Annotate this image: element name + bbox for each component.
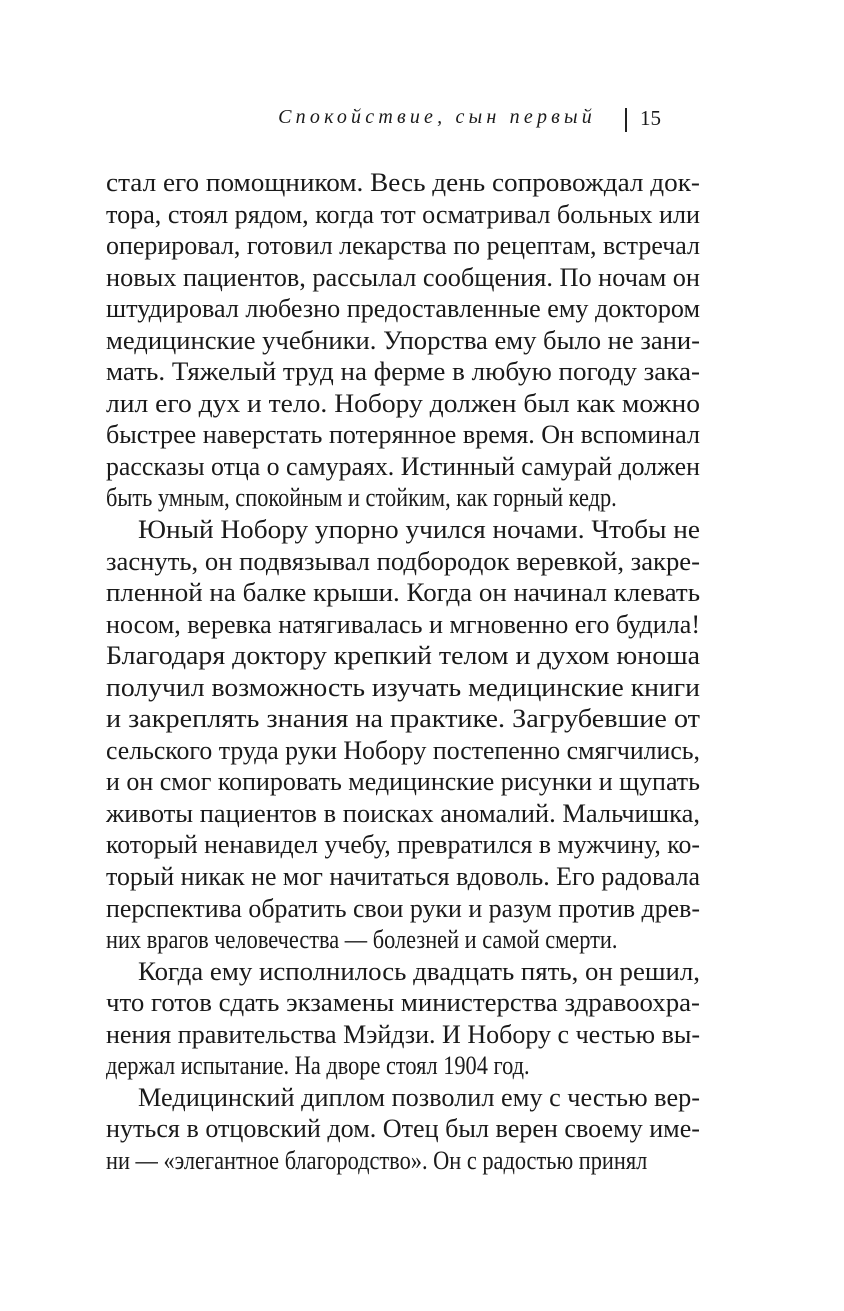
paragraph <box>106 1082 700 1177</box>
text-line-content: Медицинский диплом позволил ему с честью вер- <box>138 1082 700 1112</box>
text-line <box>106 325 700 357</box>
text-line <box>106 451 700 483</box>
text-line <box>106 356 700 388</box>
text-line <box>106 1082 700 1114</box>
text-line-content: Когда ему исполнилось двадцать пять, он решил, <box>138 956 700 986</box>
text-line <box>106 1050 700 1082</box>
text-line-content: заснуть, он подвязывал подбородок веревкой, закре- <box>106 546 700 576</box>
body-text <box>106 167 700 1177</box>
text-line-content: рассказы отца о самураях. Истинный самурай должен <box>106 451 700 481</box>
text-line <box>106 987 700 1019</box>
text-line <box>106 1113 700 1145</box>
text-line <box>106 956 700 988</box>
text-line-content: медицинские учебники. Упорства ему было не зани- <box>106 325 701 355</box>
text-line-content: что готов сдать экзамены министерства здравоохра- <box>106 988 700 1018</box>
text-line <box>106 766 700 798</box>
text-line-content: перспектива обратить свои руки и разум против древ- <box>106 893 700 923</box>
text-line-content: ни — «элегантное благородство». Он с радостью принял <box>106 1145 648 1175</box>
header-divider <box>625 108 627 132</box>
text-line-content: новых пациентов, рассылал сообщения. По ночам он <box>106 262 700 292</box>
text-line-content: носом, веревка натягивалась и мгновенно его будила! <box>106 609 700 639</box>
text-line-content: Юный Нобору упорно учился ночами. Чтобы не <box>138 515 700 545</box>
text-line-content: пленной на балке крыши. Когда он начинал клевать <box>106 578 700 608</box>
text-line <box>106 262 700 294</box>
text-line <box>106 482 700 514</box>
text-line-content: нуться в отцовский дом. Отец был верен своему име- <box>106 1114 700 1144</box>
text-line <box>106 546 700 578</box>
text-line-content: и он смог копировать медицинские рисунки и щупать <box>106 767 700 797</box>
text-line-content: оперировал, готовил лекарства по рецептам, встречал <box>106 231 700 261</box>
text-line <box>106 167 700 199</box>
paragraph <box>106 956 700 1082</box>
text-line <box>106 419 700 451</box>
paragraph <box>106 167 700 514</box>
text-line <box>106 798 700 830</box>
text-line-content: торый никак не мог начитаться вдоволь. Его радовала <box>106 862 700 892</box>
text-line <box>106 861 700 893</box>
text-line <box>106 924 700 956</box>
text-line <box>106 1019 700 1051</box>
text-line <box>106 1145 700 1177</box>
text-line-content: тора, стоял рядом, когда тот осматривал больных или <box>106 199 700 229</box>
text-line <box>106 388 700 420</box>
page-number: 15 <box>640 106 661 130</box>
text-line <box>106 199 700 231</box>
paragraph <box>106 514 700 956</box>
text-line-content: мать. Тяжелый труд на ферме в любую погоду зака- <box>106 357 700 387</box>
text-line-content: штудировал любезно предоставленные ему доктором <box>106 294 700 324</box>
text-line <box>106 829 700 861</box>
text-line <box>106 230 700 262</box>
text-line <box>106 640 700 672</box>
text-line-content: быть умным, спокойным и стойким, как горный кедр. <box>106 483 617 513</box>
text-line-content: быстрее наверстать потерянное время. Он вспоминал <box>106 420 700 450</box>
text-line-content: животы пациентов в поисках аномалий. Мальчишка, <box>106 798 700 828</box>
text-line-content: сельского труда руки Нобору постепенно смягчились, <box>106 735 700 765</box>
text-line-content: них врагов человечества — болезней и самой смерти. <box>106 925 618 955</box>
text-line-content: держал испытание. На дворе стоял 1904 год. <box>106 1051 530 1081</box>
text-line <box>106 672 700 704</box>
text-line-content: и закреплять знания на практике. Загрубевшие от <box>106 704 700 734</box>
running-header <box>0 104 844 136</box>
text-line <box>106 293 700 325</box>
text-line-content: лил его дух и тело. Нобору должен был как можно <box>106 388 700 418</box>
text-line-content: нения правительства Мэйдзи. И Нобору с честью вы- <box>106 1019 700 1049</box>
text-line <box>106 514 700 546</box>
text-line-content: который ненавидел учебу, превратился в мужчину, ко- <box>106 830 700 860</box>
text-line-content: получил возможность изучать медицинские книги <box>106 672 700 702</box>
text-line <box>106 703 700 735</box>
running-title: Спокойствие, сын первый <box>278 106 596 128</box>
text-line <box>106 609 700 641</box>
text-line <box>106 735 700 767</box>
text-line-content: стал его помощником. Весь день сопровождал док- <box>106 168 700 197</box>
text-line-content: Благодаря доктору крепкий телом и духом юноша <box>106 641 700 671</box>
text-line <box>106 577 700 609</box>
text-line <box>106 893 700 925</box>
